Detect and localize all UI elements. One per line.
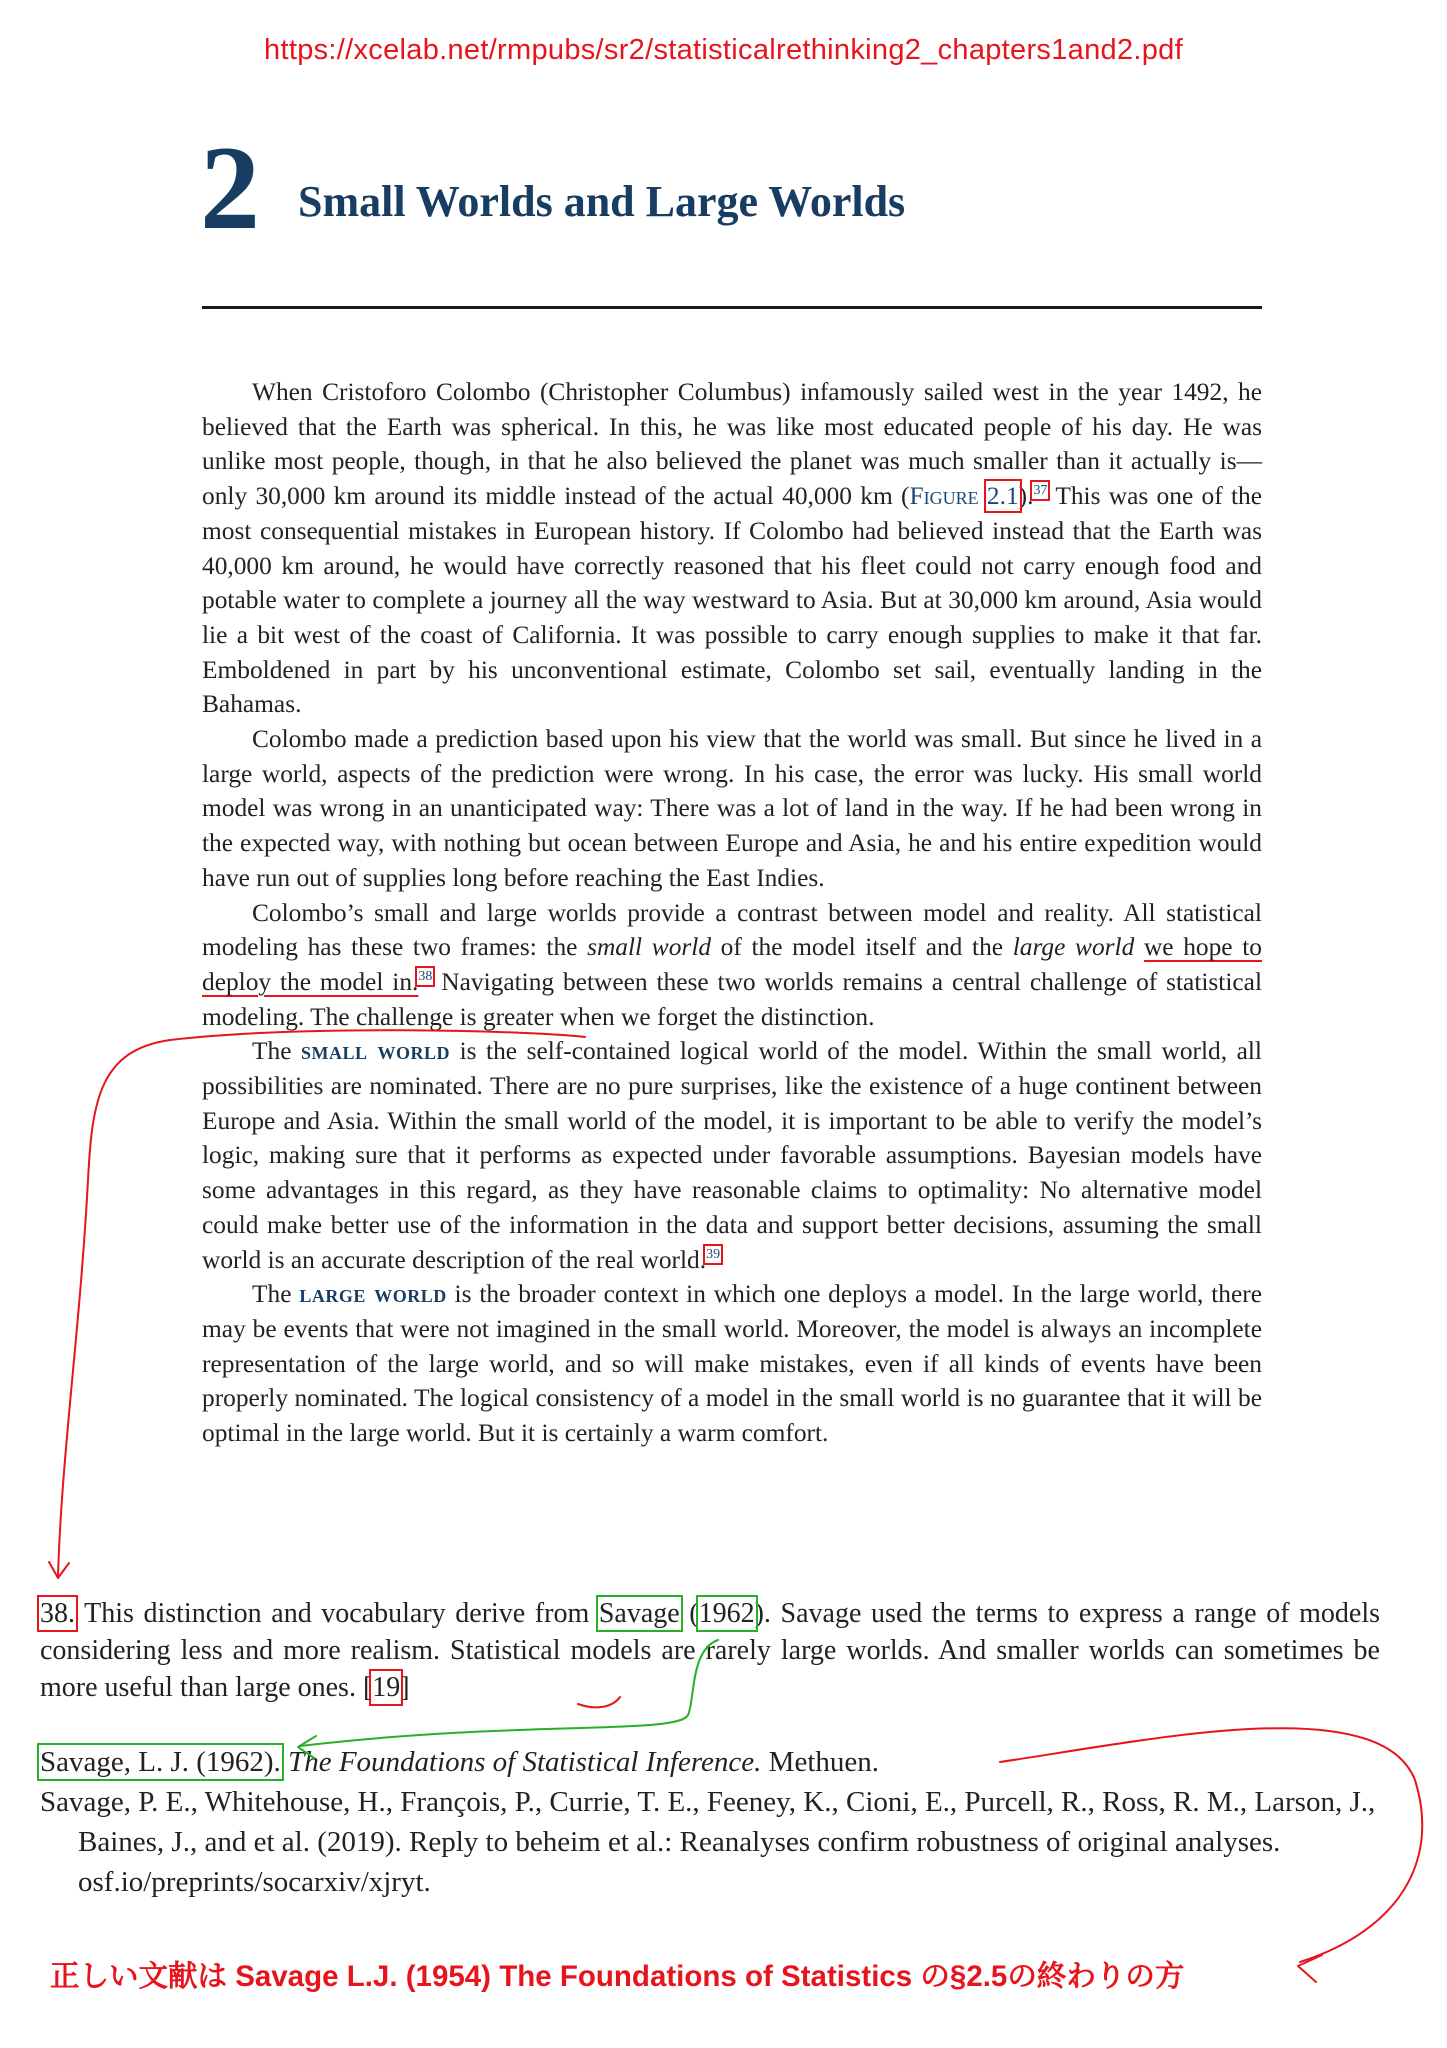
p4-text-a: The	[252, 1037, 301, 1066]
endnote-text-c: ). Savage used the terms to express a range of models considering less and more realism. Statistical models are rarely large worlds. And smaller worlds can sometimes be more useful than large ones. [	[40, 1598, 1380, 1703]
term-small-world: small world	[301, 1037, 451, 1066]
paragraph-5	[202, 1277, 1262, 1451]
p3-text-c	[1134, 933, 1144, 961]
endnote-number: 38.	[40, 1598, 75, 1629]
reference-publisher: Methuen.	[761, 1746, 879, 1778]
reference-title: The Foundations of Statistical Inference.	[288, 1746, 762, 1778]
title-rule	[202, 306, 1262, 309]
annotation-note: 正しい文献は Savage L.J. (1954) The Foundations of Statistics の§2.5の終わりの方	[50, 1960, 1185, 1993]
emphasis-large-world: large world	[1012, 933, 1135, 962]
p3-text-d: Navigating between these two worlds remains a central challenge of statistical modeling. The challenge is greater when we forget the distinction.	[202, 967, 1263, 1031]
red-arrowhead-endnote-38	[49, 1562, 69, 1578]
endnote-text-b: (	[679, 1598, 699, 1629]
endnote-text-d: ]	[400, 1672, 410, 1703]
paragraph-2: Colombo made a prediction based upon his view that the world was small. But since he lived in a large world, aspects of the prediction were wrong. In his case, the error was lucky. His small world model was wrong in an unanticipated way: There was a lot of land in the way. If he had been wrong in the expected way, with nothing but ocean between Europe and Asia, he and his entire expedition would have run out of supplies long before reaching the East Indies.	[202, 725, 1262, 892]
reference-savage-1962	[40, 1742, 1380, 1782]
endnote-39-link[interactable]: 39	[706, 1246, 721, 1262]
p4-text-b: is the self-contained logical world of the model. Within the small world, all possibilities are nominated. There are no pure surprises, like the existence of a huge continent between Europe and Asia. Within the small world of the model, it is important to be able to verify the model’s logic, making sure that it performs as expected under favorable assumptions. Bayesian models have some advantages in this regard, as they have reasonable claims to optimality: No alternative model could make better use of the information in the data and support better decisions, assuming the small world is an accurate description of the real world.	[202, 1037, 1262, 1274]
term-large-world: large world	[299, 1280, 447, 1309]
citation-year-link[interactable]: 1962	[698, 1598, 755, 1629]
underlined-phrase: we hope to deploy the model in.	[202, 933, 1262, 996]
paragraph-1	[202, 375, 1262, 722]
chapter-title: Small Worlds and Large Worlds	[298, 177, 906, 226]
figure-word: Figure	[909, 482, 979, 511]
paragraph-4	[202, 1034, 1262, 1277]
endnote-text-a: This distinction and vocabulary derive from	[75, 1598, 599, 1629]
reference-author-year: Savage, L. J. (1962).	[40, 1746, 281, 1778]
endnote-38-link[interactable]: 38	[418, 968, 433, 984]
reference-savage-2019: Savage, P. E., Whitehouse, H., François, P., Currie, T. E., Feeney, K., Cioni, E., Purcell, R., Ross, R. M., Larson, J., Baines, J., and et al. (2019). Reply to beheim et al.: Reanalyses confirm robustness of original analyses. osf.io/preprints/socarxiv/xjryt.	[40, 1786, 1376, 1898]
figure-link[interactable]: 2.1	[986, 482, 1019, 511]
p5-text-b: is the broader context in which one deploys a model. In the large world, there may be events that were not imagined in the small world. Moreover, the model is always an incomplete representation of the large world, and so will make mistakes, even if all kinds of events have been properly nominated. The logical consistency of a model in the small world is no guarantee that it will be optimal in the large world. But it is certainly a warm comfort.	[202, 1280, 1262, 1448]
p3-text-b: of the model itself and the	[711, 933, 1013, 962]
p1-text-b: ).	[1018, 482, 1034, 511]
p1-text-a: When Cristoforo Colombo (Christopher Columbus) infamously sailed west in the year 1492, he believed that the Earth was spherical. In this, he was like most educated people of his day. He was unlike most people, though, in that he also believed the planet was much smaller than it actually is—only 30,000 km around its middle instead of the actual 40,000 km (	[202, 378, 1262, 511]
body-text	[202, 375, 1262, 1451]
chapter-number: 2	[200, 121, 260, 254]
paragraph-3	[202, 896, 1262, 1035]
bibliography	[40, 1742, 1380, 1902]
endnote-37-link[interactable]: 37	[1033, 483, 1048, 499]
endnote-38	[40, 1595, 1380, 1706]
p5-text-a: The	[252, 1280, 300, 1309]
citation-author-link[interactable]: Savage	[598, 1598, 680, 1629]
source-url[interactable]: https://xcelab.net/rmpubs/sr2/statisticalrethinking2_chapters1and2.pdf	[264, 34, 1183, 66]
back-reference-page-link[interactable]: 19	[372, 1672, 401, 1703]
p3-text-a: Colombo’s small and large worlds provide a contrast between model and reality. All statistical modeling has these two frames: the	[202, 898, 1262, 962]
p1-text-c: This was one of the most consequential mistakes in European history. If Colombo had believed instead that the Earth was 40,000 km around, he would have correctly reasoned that his fleet could not carry enough food and potable water to complete a journey all the way westward to Asia. But at 30,000 km around, Asia would lie a bit west of the coast of California. It was possible to carry enough supplies to make it that far. Emboldened in part by his unconventional estimate, Colombo set sail, eventually landing in the Bahamas.	[202, 482, 1262, 719]
emphasis-small-world: small world	[587, 933, 712, 962]
